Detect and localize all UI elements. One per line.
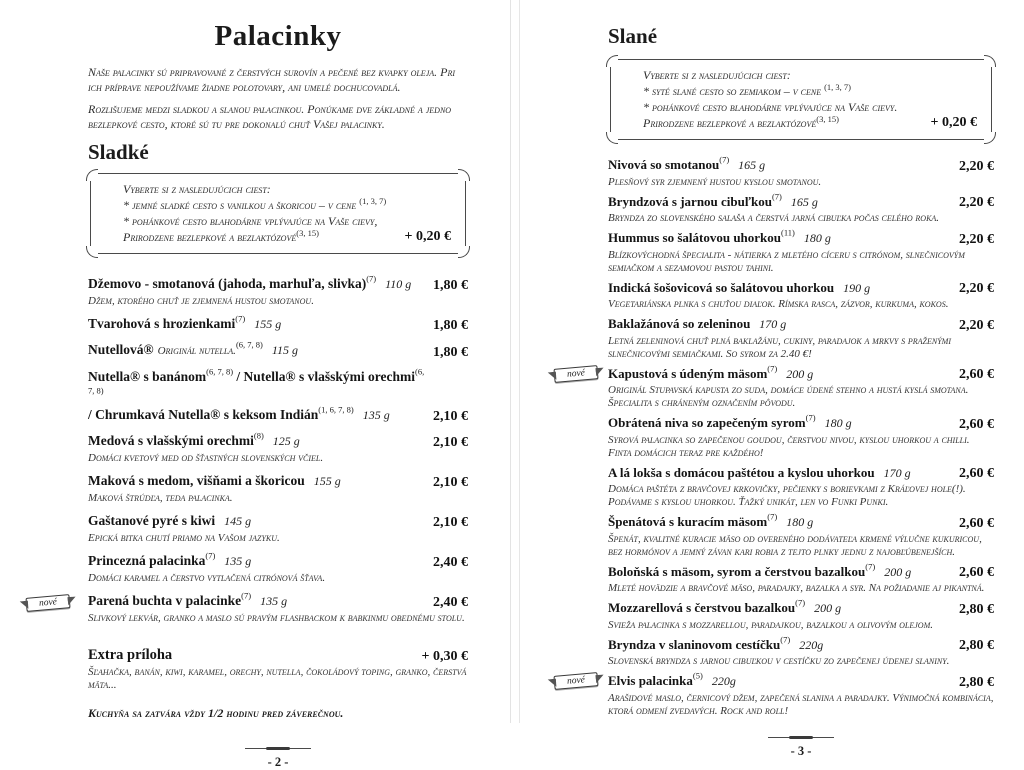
item-weight: 170 g xyxy=(759,317,787,331)
allergen-refs: (3, 15) xyxy=(816,114,839,124)
item-head xyxy=(88,551,468,571)
item-weight: 155 g xyxy=(254,317,282,331)
section-heading-sweet: Sladké xyxy=(88,140,149,164)
item-head xyxy=(88,274,468,294)
item-price: 2,20 € xyxy=(959,195,994,210)
item-head xyxy=(608,315,994,334)
item-name: Mozzarellová s čerstvou bazalkou xyxy=(608,600,796,615)
item-description: Originál Stupavská kapusta zo suda, domáce údené stehno a hustá kyslá smotana. Špecialita s chráneným označením pôvodu. xyxy=(608,384,969,409)
item-weight: 165 g xyxy=(790,194,818,209)
corner-flourish-icon xyxy=(606,132,618,144)
box-line-text xyxy=(643,84,851,98)
item-price: 1,80 € xyxy=(433,345,468,360)
allergen-refs: (11) xyxy=(781,227,795,238)
menu-item xyxy=(88,551,468,585)
item-weight: 170 g xyxy=(883,465,911,480)
item-price: 2,80 € xyxy=(959,674,994,690)
item-head xyxy=(88,431,468,451)
item-price: 2,10 € xyxy=(433,475,468,490)
item-name: Tvarohová s hrozienkami xyxy=(88,316,236,331)
item-head-text xyxy=(88,471,425,491)
menu-item xyxy=(608,193,994,226)
box-line-text xyxy=(643,100,897,114)
item-price: 1,80 € xyxy=(433,278,468,293)
item-head xyxy=(88,314,468,334)
dough-surcharge-price: + 0,20 € xyxy=(930,115,977,130)
box-line xyxy=(643,83,977,99)
item-head xyxy=(608,464,994,483)
item-head-text xyxy=(608,672,951,691)
intro-text xyxy=(88,65,468,132)
allergen-refs: (6, 7, 8) xyxy=(206,366,234,377)
item-head xyxy=(88,471,468,491)
allergen-refs: (7) xyxy=(795,597,806,608)
item-price: 2,20 € xyxy=(959,231,994,247)
item-weight: 200 g xyxy=(884,564,912,579)
item-weight: 200 g xyxy=(814,601,842,615)
item-head-text xyxy=(88,274,425,294)
corner-flourish-icon xyxy=(984,55,996,67)
item-price: 2,10 € xyxy=(433,409,468,424)
box-text: * jemné sladké cesto s vanilkou a škoricou – v cene xyxy=(123,198,360,212)
allergen-refs: (7) xyxy=(241,590,252,601)
item-head xyxy=(88,340,468,361)
box-line xyxy=(123,181,451,197)
item-head-text xyxy=(608,229,951,248)
box-text: Prirodzene bezlepkové a bezlaktózové xyxy=(123,230,297,244)
menu-title: Palacinky xyxy=(214,20,342,52)
item-weight: 220g xyxy=(799,637,824,652)
corner-flourish-icon xyxy=(458,169,470,181)
item-name: Špenátová s kuracím mäsom xyxy=(608,514,768,529)
allergen-refs: (6, 7, 8) xyxy=(235,339,263,350)
dough-surcharge-price: + 0,20 € xyxy=(404,229,451,244)
box-line xyxy=(643,99,977,115)
item-description: Mleté hovädzie a bravčové mäso, paradajky, bazalka a syr. Na požiadanie aj pikantná. xyxy=(608,582,985,594)
item-name: Kapustová s údeným mäsom xyxy=(608,365,768,381)
item-head-text xyxy=(88,367,425,425)
item-weight: 165 g xyxy=(738,158,766,172)
item-weight: 200 g xyxy=(786,366,814,381)
extra-topping-description: Šľahačka, banán, kiwi, karamel, orechy, nutella, čokoládový toping, granko, čerstvá mäta... xyxy=(88,666,467,691)
item-name: Džemovo - smotanová (jahoda, marhuľa, slivka) xyxy=(88,276,367,291)
item-name: / Nutella® s vlašskými orechmi xyxy=(233,369,415,384)
item-description: Slivkový lekvár, granko a maslo sú pravým flashbackom k babkinmu obednému stolu. xyxy=(88,612,465,624)
item-head xyxy=(88,511,468,531)
box-line xyxy=(643,67,977,83)
item-head-text xyxy=(608,193,951,212)
item-head xyxy=(608,365,994,384)
item-price: 2,80 € xyxy=(959,638,994,653)
item-description: Syrová palacinka so zapečenou goudou, čerstvou nivou, kyslou uhorkou a chilli. Finta domácich teraz pre každého! xyxy=(608,433,970,459)
menu-item xyxy=(608,414,994,460)
allergen-refs: (6, 7, 8) xyxy=(88,366,425,396)
page-sweet xyxy=(0,0,512,769)
item-description: Arašidové maslo, černicový džem, zapečená slanina a paradajky. Výnimočná kombinácia, ktorá odmení zvedavých. Rock and roll! xyxy=(608,691,994,717)
item-head-text xyxy=(608,156,951,175)
box-line xyxy=(123,197,451,213)
box-line-text xyxy=(123,182,271,196)
menu-item xyxy=(608,636,994,669)
menu-item xyxy=(88,314,468,334)
allergen-refs: (7) xyxy=(719,154,730,165)
item-name: Nutella® s banánom xyxy=(88,369,207,384)
item-weight: 135 g xyxy=(260,594,288,608)
item-description: Vegetariánska plnka s chuťou diaľok. Rímska rasca, zázvor, kurkuma, kokos. xyxy=(608,298,949,310)
menu-item xyxy=(608,513,994,559)
item-name: Nutellová® xyxy=(88,342,154,357)
item-weight: 180 g xyxy=(824,416,852,430)
allergen-refs: (7) xyxy=(780,634,791,645)
menu-item xyxy=(88,340,468,361)
box-line-text xyxy=(123,198,386,212)
item-weight: 190 g xyxy=(843,280,871,295)
item-head-text xyxy=(608,365,951,384)
item-weight: 110 g xyxy=(385,277,412,291)
allergen-refs: (7) xyxy=(771,191,782,202)
item-name: Hummus so šalátovou uhorkou xyxy=(608,230,782,245)
item-price: 2,60 € xyxy=(959,515,994,531)
menu-item xyxy=(566,363,994,411)
item-name: / Chrumkavá Nutella® s keksom Indián xyxy=(88,407,319,422)
footer-divider xyxy=(768,735,834,739)
box-line xyxy=(123,213,451,229)
item-description: Domáci kvetový med od šťastných slovenských včiel. xyxy=(88,452,324,464)
item-description: Špenát, kvalitné kuracie mäso od overeného dodávateľa krmené výlučne kukuricou, bez hormónov a jemný závan kari robia z tejto plnky jednu z najobľúbenejších. xyxy=(608,532,982,558)
item-price: 2,60 € xyxy=(959,367,994,382)
item-name: Indická šošovicová so šalátovou uhorkou xyxy=(608,279,835,295)
new-badge: nové xyxy=(553,672,598,690)
item-head-text xyxy=(88,591,425,611)
item-head-text xyxy=(608,279,951,298)
intro-paragraph: Naše palacinky sú pripravované z čerstvých surovín a pečené bez kvapky oleja. Pri ich príprave nepoužívame žiadne polotovary, ani umelé dochucovadlá. xyxy=(88,65,456,94)
item-head xyxy=(608,229,994,248)
item-head xyxy=(608,563,994,582)
box-text: Prirodzene bezlepkové a bezlaktózové xyxy=(643,116,817,130)
box-line-text xyxy=(643,115,839,131)
menu-item xyxy=(608,229,994,275)
item-head xyxy=(608,156,994,175)
item-description: Plesňový syr zjemnený hustou kyslou smotanou. xyxy=(608,175,822,188)
item-head xyxy=(608,599,994,618)
allergen-refs: (7) xyxy=(805,412,816,423)
item-name: Bryndza v slaninovom cestíčku xyxy=(608,636,781,652)
allergen-refs: (7) xyxy=(767,363,778,374)
page-savory xyxy=(512,0,1024,758)
menu-item xyxy=(88,471,468,505)
corner-flourish-icon xyxy=(86,169,98,181)
item-name: Obrátená niva so zapečeným syrom xyxy=(608,415,806,430)
corner-flourish-icon xyxy=(458,246,470,258)
item-price: 2,60 € xyxy=(959,466,994,481)
item-price: 2,80 € xyxy=(959,601,994,617)
dough-choice-box-sweet xyxy=(90,173,466,254)
box-line xyxy=(123,229,451,245)
intro-paragraph: Rozlišujeme medzi sladkou a slanou palacinkou. Ponúkame dve základné a jedno bezlepkové cesto, ktoré sú tu pre dokonalú chuť Vašej palacinky. xyxy=(88,102,452,131)
extra-topping-head xyxy=(88,645,468,665)
menu-item xyxy=(88,367,468,425)
item-description: Slovenská bryndza s jarnou cibuľkou v cestíčku zo zapečenej údenej slaniny. xyxy=(608,655,950,667)
menu-item xyxy=(88,511,468,545)
menu-item xyxy=(88,274,468,308)
item-price: 2,10 € xyxy=(433,435,468,450)
menu-item xyxy=(608,563,994,596)
new-badge: nové xyxy=(25,594,70,612)
corner-flourish-icon xyxy=(86,246,98,258)
savory-items-list xyxy=(566,154,994,718)
extra-topping-name: Extra príloha xyxy=(88,647,173,663)
page-number: - 3 - xyxy=(790,743,812,758)
item-head-text xyxy=(88,431,425,451)
new-badge: nové xyxy=(553,365,598,383)
item-weight: 220g xyxy=(711,674,736,688)
item-name: A lá lokša s domácou paštétou a kyslou uhorkou xyxy=(608,464,875,480)
footer-divider xyxy=(245,746,311,750)
item-head-text xyxy=(88,551,425,571)
item-name: Baklažánová so zeleninou xyxy=(608,316,751,331)
item-head xyxy=(608,279,994,298)
item-description: Džem, ktorého chuť je zjemnená hustou smotanou. xyxy=(88,295,314,307)
allergen-refs: (8) xyxy=(253,430,264,441)
item-description: Letná zeleninová chuť plná baklažánu, cukiny, paradajok a mrkvy s praženými slnečnicovými semiačkami. So syrom za 2.40 €! xyxy=(608,334,951,360)
item-name: Parená buchta v palacinke xyxy=(88,593,242,608)
item-head-text xyxy=(608,563,951,582)
item-weight: 145 g xyxy=(224,514,252,528)
item-name: Boloňská s mäsom, syrom a čerstvou bazalkou xyxy=(608,563,866,579)
item-head xyxy=(88,367,468,425)
box-line xyxy=(643,115,977,131)
item-description: Blízkovýchodná špecialita - nátierka z mletého cíceru s citrónom, slnečnicovým semiačkom a sezamovou pastou tahini. xyxy=(608,248,965,274)
allergen-refs: (7) xyxy=(767,511,778,522)
item-head-text xyxy=(608,464,951,483)
item-head-text xyxy=(88,511,425,531)
item-price: 2,10 € xyxy=(433,515,468,530)
item-weight: 180 g xyxy=(786,515,814,529)
box-text: Vyberte si z nasledujúcich ciest: xyxy=(643,68,791,82)
item-head-text xyxy=(608,636,951,655)
allergen-refs: (7) xyxy=(205,550,216,561)
item-weight: 155 g xyxy=(313,474,341,488)
item-weight: 115 g xyxy=(271,343,298,357)
dough-choice-box-savory xyxy=(610,59,992,140)
item-name: Gaštanové pyré s kiwi xyxy=(88,513,216,528)
item-price: 2,40 € xyxy=(433,555,468,570)
extra-topping xyxy=(88,645,468,692)
item-head xyxy=(608,513,994,532)
allergen-refs: (5) xyxy=(692,670,703,681)
item-weight: 125 g xyxy=(272,434,300,448)
section-heading-savory: Slané xyxy=(608,24,658,48)
menu-item xyxy=(608,279,994,312)
item-description: Domáci karamel a čerstvo vytlačená citrónová šťava. xyxy=(88,572,326,584)
page-footer xyxy=(608,726,994,759)
item-head-text xyxy=(608,513,951,532)
allergen-refs: (1, 6, 7, 8) xyxy=(318,404,354,415)
item-price: 2,20 € xyxy=(959,317,994,333)
kitchen-closing-note: Kuchyňa sa zatvára vždy 1/2 hodinu pred záverečnou. xyxy=(88,706,344,720)
box-line-text xyxy=(123,214,377,228)
item-head xyxy=(88,591,468,611)
item-price: 2,20 € xyxy=(959,158,994,174)
item-head-text xyxy=(88,340,425,361)
item-name: Bryndzová s jarnou cibuľkou xyxy=(608,193,772,209)
item-description: Epická bitka chutí priamo na Vašom jazyku. xyxy=(88,532,280,544)
menu-item xyxy=(38,590,468,625)
allergen-refs: (1, 3, 7) xyxy=(359,196,387,206)
item-description: Bryndza zo slovenského salaša a čerstvá jarná cibuľka počas celého roka. xyxy=(608,212,940,224)
item-name: Princezná palacinka xyxy=(88,553,206,568)
item-description: Maková štrúdľa, teda palacinka. xyxy=(88,492,233,504)
extra-topping-price: + 0,30 € xyxy=(421,649,468,664)
page-footer xyxy=(88,737,468,770)
page-number: - 2 - xyxy=(267,755,289,769)
allergen-refs: (7) xyxy=(865,561,876,572)
allergen-refs: (3, 15) xyxy=(296,228,319,238)
menu-item xyxy=(608,599,994,632)
allergen-refs: (7) xyxy=(366,273,377,284)
item-head-text xyxy=(88,314,425,334)
item-head xyxy=(608,636,994,655)
corner-flourish-icon xyxy=(606,55,618,67)
box-text: * pohánkové cesto blahodárne vplývajúce na Vaše cievy. xyxy=(643,100,898,114)
item-weight: 135 g xyxy=(362,408,390,422)
menu-item xyxy=(608,156,994,189)
item-price: 2,40 € xyxy=(433,595,468,610)
item-head-text xyxy=(608,599,951,618)
item-name: Elvis palacinka xyxy=(608,673,693,688)
item-price: 1,80 € xyxy=(433,318,468,333)
allergen-refs: (1, 3, 7) xyxy=(824,82,852,92)
item-head xyxy=(608,672,994,691)
item-weight: 135 g xyxy=(224,554,252,568)
item-head-text xyxy=(608,414,951,433)
menu-item xyxy=(88,431,468,465)
menu-item xyxy=(566,670,994,718)
item-head xyxy=(608,414,994,433)
item-head-text xyxy=(608,315,951,334)
sweet-items-list xyxy=(38,273,468,625)
item-price: 2,60 € xyxy=(959,416,994,432)
item-name: Nivová so smotanou xyxy=(608,157,720,172)
item-description: Domáca paštéta z bravčovej krkovičky, pečienky s borievkami z Kráľovej hole(!). Podávame s kyslou uhorkou. Ťažký unikát, len vo Funki Punki. xyxy=(608,483,966,508)
item-head xyxy=(608,193,994,212)
item-name: Maková s medom, višňami a škoricou xyxy=(88,473,305,488)
item-inline-note: Originál nutella. xyxy=(157,345,236,357)
item-price: 2,60 € xyxy=(959,565,994,580)
corner-flourish-icon xyxy=(984,132,996,144)
box-text: * pohánkové cesto blahodárne vplývajúce na Vaše cievy, xyxy=(123,214,378,228)
item-weight: 180 g xyxy=(803,231,831,245)
box-line-text xyxy=(123,229,319,245)
box-text: * syté slané cesto so zemiakom – v cene xyxy=(643,84,825,98)
allergen-refs: (7) xyxy=(235,313,246,324)
item-description: Svieža palacinka s mozzarellou, paradajkou, bazalkou a olivovým olejom. xyxy=(608,618,933,631)
item-price: 2,20 € xyxy=(959,281,994,296)
box-line-text xyxy=(643,68,791,82)
menu-item xyxy=(608,315,994,361)
box-text: Vyberte si z nasledujúcich ciest: xyxy=(123,182,271,196)
item-name: Medová s vlašskými orechmi xyxy=(88,433,254,448)
menu-item xyxy=(608,464,994,510)
